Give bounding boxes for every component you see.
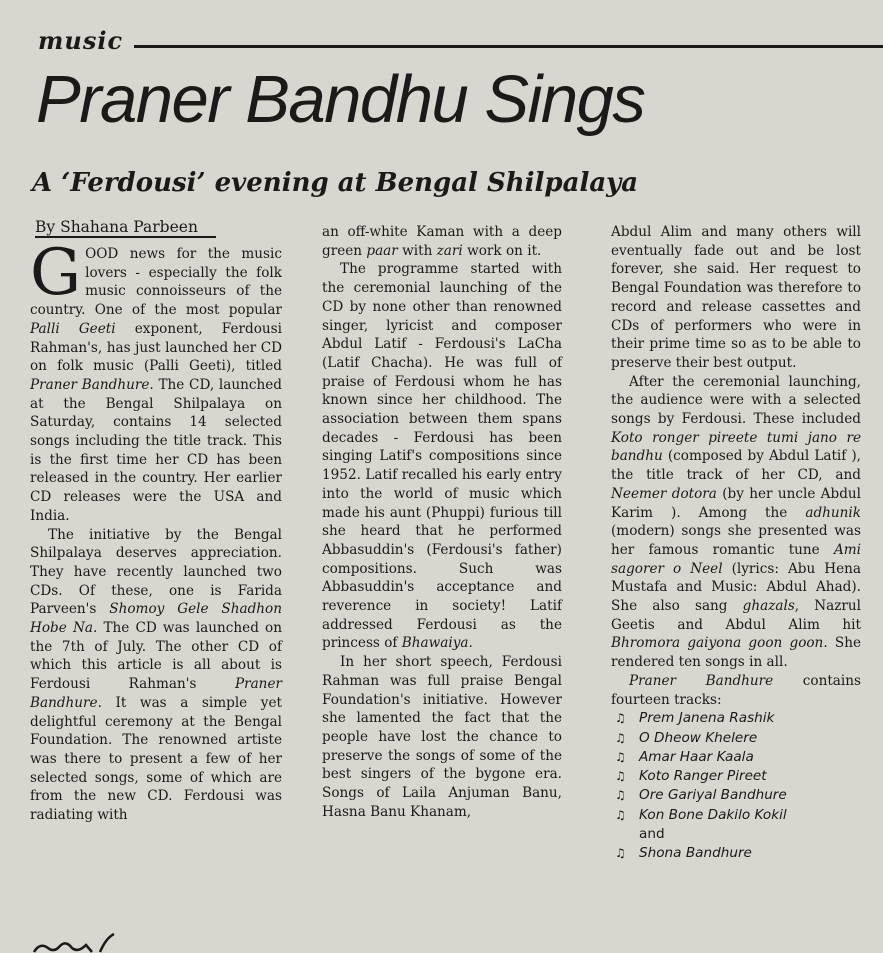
text-run: (lyrics: Abu Hena Mustafa and Music: Abdul Ahad). She also sang xyxy=(611,560,861,615)
track-title: Prem Janena Rashik xyxy=(639,710,775,727)
italic-run: Bhawaiya xyxy=(401,635,469,652)
italic-run: Shomoy Gele Shadhon Hobe Na xyxy=(30,601,282,637)
text-run: . The CD, launched at the Bengal Shilpalaya on Saturday, contains 14 selected songs including the title track. This is the first time her CD has been released in the country. Her earlier CD releases were the USA and India. xyxy=(30,376,282,524)
text-run: (composed by Abdul Latif ), the title track of her CD, and xyxy=(611,448,861,484)
text-run: contains fourteen tracks: xyxy=(611,672,861,708)
section-rule xyxy=(134,45,883,48)
track-item xyxy=(611,748,861,767)
italic-run: Bhromora gaiyona goon goon xyxy=(611,635,824,652)
italic-run: Palli Geeti xyxy=(30,320,116,337)
track-item xyxy=(611,709,861,728)
track-title: Amar Haar Kaala xyxy=(639,748,754,765)
text-run: (modern) songs she presented was her famous romantic tune xyxy=(611,523,861,558)
paragraph-speech xyxy=(322,653,562,821)
italic-run: paar xyxy=(366,242,398,259)
music-note-icon: ♫ xyxy=(615,807,626,822)
text-run: . It was a simple yet delightful ceremony at the Bengal Foundation. The renowned artiste was there to present a few of her selected songs, some of which are from the new CD. Ferdousi was radiating with xyxy=(30,694,282,824)
italic-run: adhunik xyxy=(805,504,861,521)
music-note-icon: ♫ xyxy=(615,749,626,764)
headline: Praner Bandhu Sings xyxy=(36,62,645,137)
italic-run: Neemer dotora xyxy=(611,485,717,502)
italic-run: Ami sagorer o Neel xyxy=(611,541,861,577)
track-title: Kon Bone Dakilo Kokil xyxy=(639,806,787,823)
byline: By Shahana Parbeen xyxy=(35,218,216,238)
text-run: The initiative by the Bengal Shilpalaya deserves appreciation. They have recently launched two CDs. Of these, one is Farida Parveen's xyxy=(30,526,282,618)
italic-run: Praner Bandhure xyxy=(629,672,774,689)
paragraph-tracks-intro xyxy=(611,672,861,709)
cropped-text-fragment xyxy=(30,932,150,953)
text-run: with xyxy=(397,242,437,259)
track-item-last xyxy=(611,844,861,863)
text-run: , Nazrul Geetis and Abdul Alim hit xyxy=(611,598,862,633)
text-run: . xyxy=(468,635,473,652)
text-run: work on it. xyxy=(462,242,542,259)
drop-cap: G xyxy=(30,236,82,310)
article-column-2 xyxy=(322,223,562,822)
text-run: . She rendered ten songs in all. xyxy=(611,635,861,671)
music-note-icon: ♫ xyxy=(615,846,626,861)
track-title: Ore Gariyal Bandhure xyxy=(639,787,787,804)
text-run: The programme started with the ceremonial launching of the CD by none other than renowned singer, lyricist and composer Abdul Latif - Ferdousi's LaCha (Latif Chacha). He was full of praise of Ferdousi whom he has known since her childhood. The association between them spans decades - Ferdousi has been singing Latif's compositions since 1952. Latif recalled his early entry into the world of music which made his aunt (Phuppi) furious till she heard that he performed Abbasuddin's (Ferdousi's father) compositions. Such was Abbasuddin's acceptance and reverence in society! Latif addressed Ferdousi as the princess of xyxy=(322,261,562,652)
article-column-3 xyxy=(611,223,861,864)
text-run: OOD news for the music lovers - especially the folk music connoisseurs of the country. One of the most popular xyxy=(30,246,282,319)
text-run: (by her uncle Abdul Karim ). Among the xyxy=(611,485,862,521)
track-conjunction: and xyxy=(639,826,665,843)
music-note-icon: ♫ xyxy=(615,788,626,803)
music-note-icon: ♫ xyxy=(615,769,626,784)
italic-run: ghazals xyxy=(742,598,795,615)
track-item xyxy=(611,767,861,786)
paragraph-programme xyxy=(322,260,562,653)
paragraph-intro xyxy=(30,236,283,526)
track-list xyxy=(611,709,861,825)
paragraph-songs xyxy=(611,373,861,672)
track-title: O Dheow Khelere xyxy=(639,729,758,746)
italic-run: zari xyxy=(436,242,463,259)
paragraph-request xyxy=(611,223,861,373)
paragraph-initiative xyxy=(30,526,282,825)
text-run: After the ceremonial launching, the audience were with a selected songs by Ferdousi. These included xyxy=(611,373,861,428)
section-header xyxy=(38,18,883,58)
text-run: Abdul Alim and many others will eventually fade out and be lost forever, she said. Her request to Bengal Foundation was therefore to record and release cassettes and CDs of performers who were in their prime time so as to be able to preserve their best output. xyxy=(611,224,861,371)
italic-run: Koto ronger pireete tumi jano re bandhu xyxy=(611,429,861,465)
paragraph-continued xyxy=(322,223,562,260)
italic-run: Praner Bandhure xyxy=(30,376,150,393)
track-title: Shona Bandhure xyxy=(639,845,752,862)
article-column-1 xyxy=(30,236,283,825)
italic-run: Praner Bandhure xyxy=(30,676,282,711)
track-title: Koto Ranger Pireet xyxy=(639,768,767,785)
subheadline: A ‘Ferdousi’ evening at Bengal Shilpalaya xyxy=(32,168,639,198)
text-run: In her short speech, Ferdousi Rahman was full praise Bengal Foundation's initiative. However she lamented the fact that the people have lost the chance to preserve the songs of some of the best singers of the bygone era. Songs of Laila Anjuman Banu, Hasna Banu Khanam, xyxy=(322,654,562,820)
text-run: . The CD was launched on the 7th of July. The other CD of which this article is all about is Ferdousi Rahman's xyxy=(30,620,282,693)
text-run: exponent, Ferdousi Rahman's, has just launched her CD on folk music (Palli Geeti), titled xyxy=(30,320,283,375)
text-run: an off-white Kaman with a deep green xyxy=(322,224,562,259)
track-item xyxy=(611,729,861,748)
music-note-icon: ♫ xyxy=(615,711,626,726)
track-item xyxy=(611,786,861,805)
music-note-icon: ♫ xyxy=(615,730,626,745)
section-label: music xyxy=(38,26,124,55)
track-item xyxy=(611,806,861,825)
